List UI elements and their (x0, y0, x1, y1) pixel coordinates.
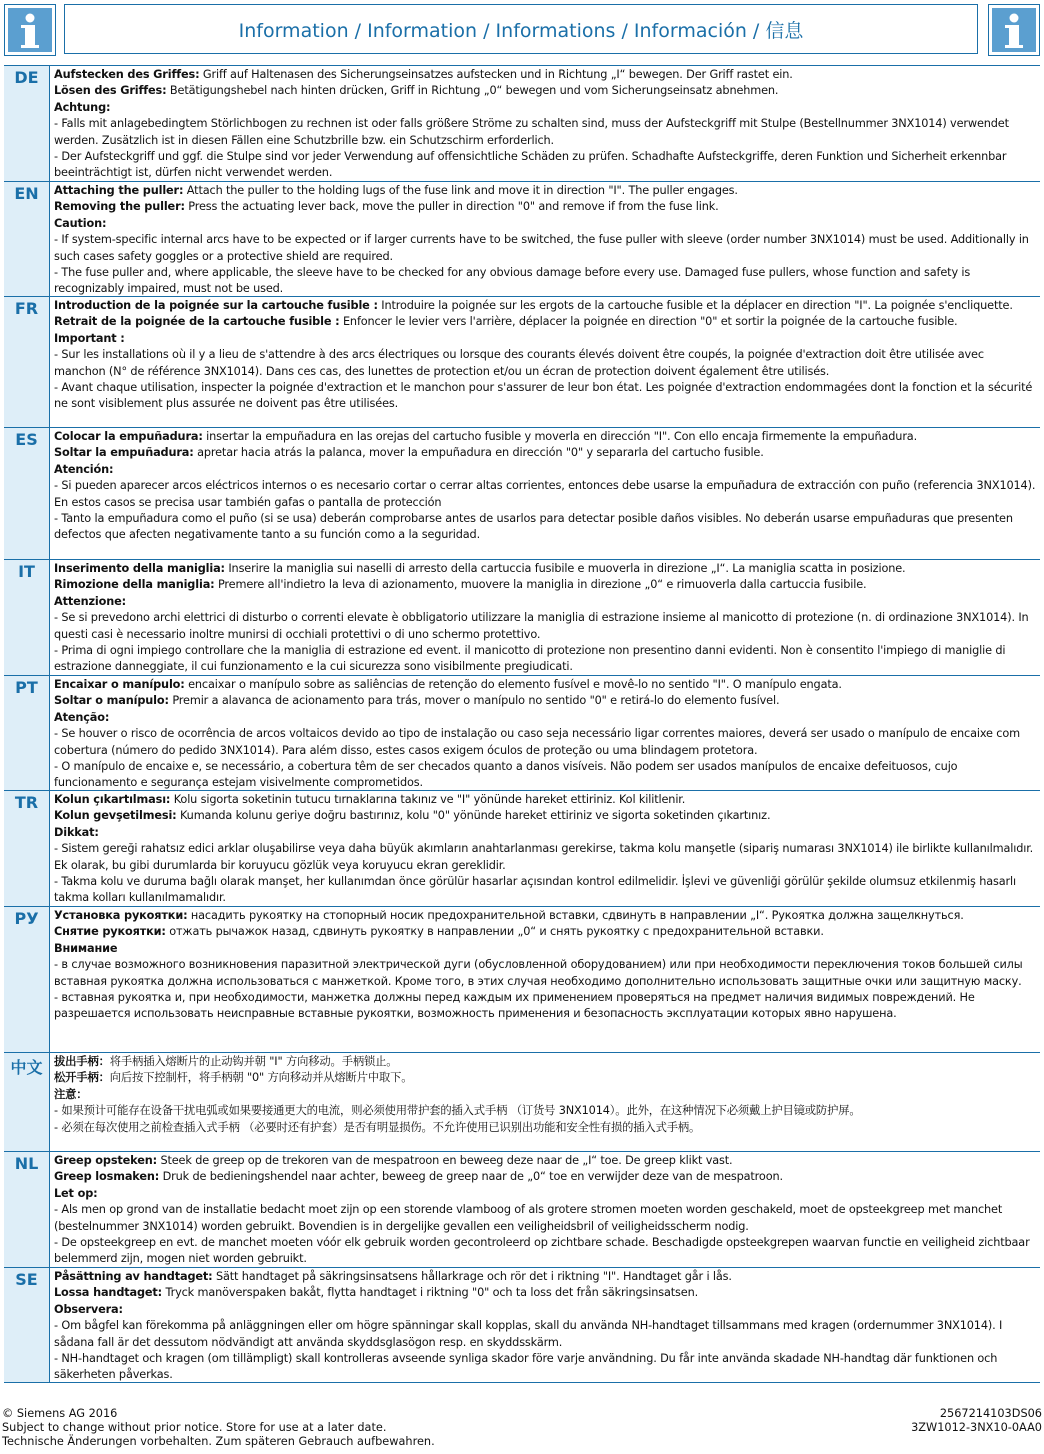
section-row (4, 791, 1040, 907)
instruction-line (54, 1235, 1036, 1267)
instruction-heading: Removing the puller: (54, 200, 185, 214)
instruction-text: - If system-specific internal arcs have to be expected or if larger currents have to be switched, the fuse puller with sleeve (order number 3NX1014) must be used. Additionally in such cases safety goggles or a protective shield are required. (54, 233, 1029, 263)
instruction-text: - NH-handtaget och kragen (om tillämpligt) skall kontrolleras avseende synliga skador före varje användning. Du får inte använda skadade NH-handtag där funktionen och säkerheten påverkas. (54, 1352, 998, 1382)
instruction-text: - Als men op grond van de installatie bedacht moet zijn op een storende vlamboog of als grotere stromen moeten worden geschakeld, moet de opsteekgreep met manchet (bestelnummer 3NX1014) worden gebruikt. Bovendien is in dergelijke gevallen een veiligheidsbril of veiligheidsscherm nodig. (54, 1203, 1003, 1233)
page-title: Information / Information / Informations / Información / 信息 (238, 19, 804, 42)
section-row (4, 297, 1040, 428)
section-row (4, 1053, 1040, 1152)
instruction-line (54, 314, 1036, 330)
instruction-line (54, 1285, 1036, 1301)
instruction-heading: Aufstecken des Griffes: (54, 68, 200, 81)
instruction-heading: Greep losmaken: (54, 1170, 160, 1184)
instruction-line (54, 561, 1036, 577)
instruction-text: Inserire la maniglia sui naselli di arresto della cartuccia fusibile e muoverla in direzione „I“. La maniglia scatta in posizione. (224, 562, 906, 575)
instruction-line (54, 216, 1036, 232)
section-content (50, 560, 1040, 675)
instruction-heading: Lösen des Griffes: (54, 84, 167, 98)
instruction-heading: Introduction de la poignée sur la cartouche fusible : (54, 299, 378, 312)
notice-de-text: Technische Änderungen vorbehalten. Zum späteren Gebrauch aufbewahren. (2, 1435, 435, 1448)
instruction-line (54, 331, 1036, 347)
instruction-line (54, 1169, 1036, 1185)
copyright-text: © Siemens AG 2016 (2, 1407, 118, 1420)
instruction-line (54, 677, 1036, 693)
language-code: IT (4, 560, 50, 675)
instruction-line (54, 298, 1036, 314)
instruction-line (54, 1087, 1036, 1103)
section-row (4, 1268, 1040, 1383)
instruction-heading: Attaching the puller: (54, 184, 184, 197)
section-row (4, 428, 1040, 560)
instruction-line (54, 183, 1036, 199)
language-code: ES (4, 428, 50, 559)
instruction-text: - The fuse puller and, where applicable, the sleeve have to be checked for any obvious damage before every use. Damaged fuse pullers, whose function and safety is recognizably impaired, must not be used. (54, 266, 971, 296)
instruction-text: 向后按下控制杆，将手柄朝 "0" 方向移动并从熔断片中取下。 (109, 1071, 413, 1085)
instruction-line (54, 924, 1036, 940)
footer-left (2, 1407, 435, 1449)
section-content (50, 791, 1040, 906)
instruction-text: Premere all'indietro la leva di azionamento, muovere la maniglia in direzione „0“ e rimuoverla dalla cartuccia fusibile. (214, 578, 867, 592)
instruction-text: - Si pueden aparecer arcos eléctricos internos o es necesario cortar o cerrar altas corrientes, entonces debe usarse la empuñadura de extracción con puño (referencia 3NX1014). En estos casos se precisa usar también gafas o pantalla de protección (54, 479, 1036, 509)
instruction-line (54, 710, 1036, 726)
instruction-line (54, 265, 1036, 296)
instruction-heading: Let op: (54, 1186, 98, 1200)
instruction-text: Introduire la poignée sur les ergots de la cartouche fusible et la déplacer en direction "I". La poignée s'encliquette. (377, 299, 1013, 312)
instruction-line (54, 990, 1036, 1023)
instruction-line (54, 1070, 1036, 1086)
instruction-line (54, 693, 1036, 709)
instruction-heading: Kolun çıkartılması: (54, 793, 171, 806)
instruction-line (54, 1103, 1036, 1119)
section-content (50, 297, 1040, 427)
language-code: 中文 (4, 1053, 50, 1151)
section-row (4, 66, 1040, 182)
info-icon (988, 4, 1040, 56)
instruction-heading: Soltar o manípulo: (54, 694, 169, 708)
instruction-text: отжать рычажок назад, сдвинуть рукоятку в направлении „0“ и снять рукоятку с предохранительной вставки. (165, 925, 824, 939)
instruction-text: Kumanda kolunu geriye doğru bastırınız, kolu "0" yönünde hareket ettiriniz ve sigorta soketinden çıkartınız. (176, 809, 771, 823)
language-code: РУ (4, 907, 50, 1052)
notice-en-text: Subject to change without prior notice. Store for use at a later date. (2, 1421, 387, 1434)
language-code: TR (4, 791, 50, 906)
instruction-heading: 松开手柄： (54, 1071, 110, 1085)
instruction-text: Druk de bedieningshendel naar achter, beweeg de greep naar de „0“ toe en verwijder deze van de mespatroon. (159, 1170, 783, 1184)
instruction-line (54, 1186, 1036, 1202)
section-content (50, 907, 1040, 1052)
instruction-heading: Kolun gevşetilmesi: (54, 809, 177, 823)
instruction-line (54, 347, 1036, 380)
instruction-line (54, 792, 1036, 808)
section-row (4, 676, 1040, 791)
instruction-text: - O manípulo de encaixe e, se necessário, a cobertura têm de ser checados quanto a danos visíveis. Não podem ser usados manípulos de encaixe defeituosos, cujo funcionamento e segurança estejam visivelmente comprometidos. (54, 760, 958, 790)
instruction-line (54, 941, 1036, 957)
instruction-line (54, 577, 1036, 593)
instruction-text: Enfoncer le levier vers l'arrière, déplacer la poignée en direction "0" et sortir la poignée de la cartouche fusible. (339, 315, 958, 329)
section-content (50, 428, 1040, 559)
instruction-line (54, 478, 1036, 511)
instruction-line (54, 511, 1036, 544)
instruction-text: Steek de greep op de trekoren van de mespatroon en beweeg deze naar de „I“ toe. De greep klikt vast. (157, 1154, 733, 1167)
instruction-line (54, 100, 1036, 116)
instruction-text: Tryck manöverspaken bakåt, flytta handtaget i riktning "0" och ta loss det från säkringsinsatsen. (162, 1286, 699, 1300)
instruction-text: - в случае возможного возникновения паразитной электрической дуги (обусловленной оборудованием) или при необходимости переключения токов большей силы вставная рукоятка должна использоваться с манжеткой. Кроме того, в этих случая необходимо дополнительно использовать защитные очки или защитную маску. (54, 958, 1023, 988)
section-row (4, 907, 1040, 1053)
language-code: EN (4, 182, 50, 296)
instruction-text: насадить рукоятку на стопорный носик предохранительной вставки, сдвинуть в направлении „I“. Рукоятка должна защелкнуться. (187, 909, 964, 922)
instruction-line (54, 1202, 1036, 1235)
instruction-line (54, 380, 1036, 413)
instruction-heading: Caution: (54, 216, 107, 230)
instruction-text: 将手柄插入熔断片的止动钩并朝 "I" 方向移动。手柄锁止。 (109, 1055, 398, 1068)
instruction-line (54, 957, 1036, 990)
footer-right (911, 1407, 1042, 1435)
instruction-heading: Colocar la empuñadura: (54, 430, 203, 443)
language-sections-table (4, 65, 1040, 1383)
instruction-heading: Установка рукоятки: (54, 909, 188, 922)
section-row (4, 182, 1040, 297)
doc-number: 2567214103DS06 (939, 1407, 1042, 1420)
instruction-line (54, 825, 1036, 841)
instruction-line (54, 594, 1036, 610)
order-number: 3ZW1012-3NX10-0AA0 (911, 1421, 1042, 1434)
instruction-text: - Falls mit anlagebedingtem Störlichbogen zu rechnen ist oder falls größere Ströme zu schalten sind, muss der Aufsteckgriff mit Stulpe (Bestellnummer 3NX1014) verwendet werden. Zusätzlich ist in diesen Fällen eine Schutzbrille bzw. ein Schutzschirm erforderlich. (54, 117, 1009, 147)
instruction-heading: Atención: (54, 462, 114, 476)
instruction-line (54, 429, 1036, 445)
instruction-text: Press the actuating lever back, move the puller in direction "0" and remove if from the fuse link. (184, 200, 719, 214)
instruction-line (54, 116, 1036, 149)
instruction-line (54, 67, 1036, 83)
instruction-heading: 拔出手柄： (54, 1055, 110, 1068)
instruction-line (54, 1269, 1036, 1285)
instruction-heading: Atenção: (54, 710, 110, 724)
language-code: NL (4, 1152, 50, 1267)
instruction-line (54, 462, 1036, 478)
instruction-text: Attach the puller to the holding lugs of the fuse link and move it in direction "I". The puller engages. (183, 184, 738, 197)
instruction-text: - De opsteekgreep en evt. de manchet moeten vóór elk gebruik worden gecontroleerd op zichtbare schade. Beschadigde opsteekgrepen waarvan functie en veiligheid zichtbaar belemmerd zijn, mogen niet worden gebruikt. (54, 1236, 1030, 1266)
section-row (4, 1152, 1040, 1268)
instruction-line (54, 841, 1036, 874)
instruction-text: Premir a alavanca de acionamento para trás, mover o manípulo no sentido "0" e retirá-lo do elemento fusível. (168, 694, 780, 708)
title-box (64, 4, 978, 54)
instruction-text: - Takma kolu ve duruma bağlı olarak manşet, her kullanımdan önce görülür hasarlar açısından kontrol edilmelidir. İşlevi ve güvenliği görülür şekilde olumsuz etkilenmiş hasarlı takma kolları kullanılmamalıdır. (54, 875, 1016, 905)
instruction-text: - Om bågfel kan förekomma på anläggningen eller om högre spänningar skall kopplas, skall du använda NH-handtaget tillsammans med kragen (ordernummer 3NX1014). I sådana fall är det dessutom nödvändigt att använda skyddsglasögon resp. en skyddsskärm. (54, 1319, 1003, 1349)
instruction-text: - Avant chaque utilisation, inspecter la poignée d'extraction et le manchon pour s'assurer de leur bon état. Les poignée d'extraction endommagées dont la fonction et la sécurité ne sont visiblement plus assurée ne doivent pas être utilisées. (54, 381, 1033, 411)
instruction-line (54, 643, 1036, 675)
instruction-heading: Inserimento della maniglia: (54, 562, 225, 575)
instruction-line (54, 874, 1036, 906)
instruction-text: - Se si prevedono archi elettrici di disturbo o correnti elevate è obbligatorio utilizzare la maniglia di estrazione insieme al manicotto di protezione (n. di ordinazione 3NX1014). In questi casi è necessario inoltre munirsi di occhiali protettivi o di uno schermo protettivo. (54, 611, 1029, 641)
instruction-text: Betätigungshebel nach hinten drücken, Griff in Richtung „0“ bewegen und vom Sicherungseinsatz abnehmen. (166, 84, 779, 98)
instruction-line (54, 610, 1036, 643)
instruction-heading: Greep opsteken: (54, 1154, 158, 1167)
instruction-line (54, 726, 1036, 759)
instruction-text: - Sistem gereği rahatsız edici arklar oluşabilirse veya daha büyük akımların anahtarlanması gerekirse, takma kolu manşetle (sipariş numarası 3NX1014) ile birlikte kullanılmalıdır. Ek olarak, bu gibi durumlarda bir koruyucu gözlük veya koruyucu ekran gereklidir. (54, 842, 1034, 872)
instruction-text: apretar hacia atrás la palanca, mover la empuñadura en dirección "0" y separarla del cartucho fusible. (193, 446, 764, 460)
instruction-heading: Achtung: (54, 100, 111, 114)
instruction-line (54, 759, 1036, 790)
instruction-line (54, 1351, 1036, 1382)
instruction-line (54, 232, 1036, 265)
instruction-text: Griff auf Haltenasen des Sicherungseinsatzes aufstecken und in Richtung „I“ bewegen. Der Griff rastet ein. (199, 68, 793, 81)
language-code: PT (4, 676, 50, 790)
language-code: FR (4, 297, 50, 427)
section-content (50, 1152, 1040, 1267)
instruction-text: Kolu sigorta soketinin tutucu tırnaklarına takınız ve "I" yönünde hareket ettiriniz. Kol kilitlenir. (170, 793, 686, 806)
instruction-heading: Encaixar o manípulo: (54, 678, 185, 691)
instruction-line (54, 1302, 1036, 1318)
instruction-text: Sätt handtaget på säkringsinsatsens hållarkrage och rör det i riktning "I". Handtaget går i lås. (212, 1270, 732, 1283)
instruction-heading: Soltar la empuñadura: (54, 446, 194, 460)
instruction-text: - Der Aufsteckgriff und ggf. die Stulpe sind vor jeder Verwendung auf offensichtliche Schäden zu prüfen. Schadhafte Aufsteckgriffe, deren Funktion und Sicherheit erkennbar beeinträchtigt ist, dürfen nicht verwendet werden. (54, 150, 1007, 180)
instruction-line (54, 83, 1036, 99)
instruction-line (54, 149, 1036, 181)
instruction-text: - Tanto la empuñadura como el puño (si se usa) deberán comprobarse antes de usarlos para detectar posible daños visibles. No deberán usarse empuñaduras que presenten defectos que afecten negativamente tanto a su función como a la seguridad. (54, 512, 1013, 542)
instruction-heading: Lossa handtaget: (54, 1286, 163, 1300)
info-icon (4, 4, 56, 56)
instruction-text: - Se houver o risco de ocorrência de arcos voltaicos devido ao tipo de instalação ou caso seja necessário ligar correntes maiores, deverá ser usado o manípulo de encaixe com cobertura (número do pedido 3NX1014). Para além disso, estes casos exigem óculos de proteção ou uma blindagem protetora. (54, 727, 1020, 757)
instruction-text: - вставная рукоятка и, при необходимости, манжетка должны перед каждым их применением проверяться на предмет наличия видимых повреждений. Не разрешается использовать неисправные вставные рукоятки, возможность применения и безопасность эксплуатации которых явно нарушена. (54, 991, 975, 1021)
instruction-heading: Внимание (54, 941, 118, 955)
instruction-heading: Attenzione: (54, 594, 127, 608)
instruction-line (54, 808, 1036, 824)
instruction-heading: Important : (54, 331, 125, 345)
section-content (50, 676, 1040, 790)
section-row (4, 560, 1040, 676)
instruction-heading: 注意： (54, 1087, 88, 1101)
instruction-heading: Dikkat: (54, 825, 99, 839)
section-content (50, 1268, 1040, 1382)
instruction-line (54, 199, 1036, 215)
instruction-line (54, 908, 1036, 924)
instruction-text: - 如果预计可能存在设备干扰电弧或如果要接通更大的电流，则必须使用带护套的插入式手柄 （订货号 3NX1014）。此外，在这种情况下必须戴上护目镜或防护屏。 (54, 1104, 861, 1118)
instruction-line (54, 1318, 1036, 1351)
section-content (50, 1053, 1040, 1151)
instruction-text: encaixar o manípulo sobre as saliências de retenção do elemento fusível e movê-lo no sentido "I". O manípulo engata. (184, 678, 842, 691)
instruction-text: - Prima di ogni impiego controllare che la maniglia di estrazione ed event. il manicotto di protezione non presentino danni evidenti. Non è consentito l'impiego di maniglie di estrazione danneggiate, il cui funzionamento e la cui sicurezza sono visibilmente pregiudicati. (54, 644, 1006, 674)
instruction-line (54, 1153, 1036, 1169)
instruction-heading: Rimozione della maniglia: (54, 578, 215, 592)
header (4, 4, 1040, 56)
instruction-heading: Retrait de la poignée de la cartouche fusible : (54, 315, 340, 329)
language-code: SE (4, 1268, 50, 1382)
instruction-text: - Sur les installations où il y a lieu de s'attendre à des arcs électriques ou lorsque des courants élevés doivent être coupés, la poignée d'extraction doit être utilisée avec manchon (N° de référence 3NX1014). Dans ces cas, des lunettes de protection et/ou un écran de protection doivent également être utilisés. (54, 348, 984, 378)
instruction-heading: Снятие рукоятки: (54, 925, 166, 939)
instruction-text: insertar la empuñadura en las orejas del cartucho fusible y moverla en dirección "I". Con ello encaja firmemente la empuñadura. (202, 430, 918, 443)
instruction-line (54, 1120, 1036, 1136)
instruction-line (54, 445, 1036, 461)
instruction-line (54, 1054, 1036, 1070)
instruction-text: - 必须在每次使用之前检查插入式手柄 （必要时还有护套）是否有明显损伤。不允许使用已识别出功能和安全性有损的插入式手柄。 (54, 1120, 701, 1134)
instruction-heading: Påsättning av handtaget: (54, 1270, 213, 1283)
instruction-heading: Observera: (54, 1302, 123, 1316)
section-content (50, 66, 1040, 181)
language-code: DE (4, 66, 50, 181)
section-content (50, 182, 1040, 296)
